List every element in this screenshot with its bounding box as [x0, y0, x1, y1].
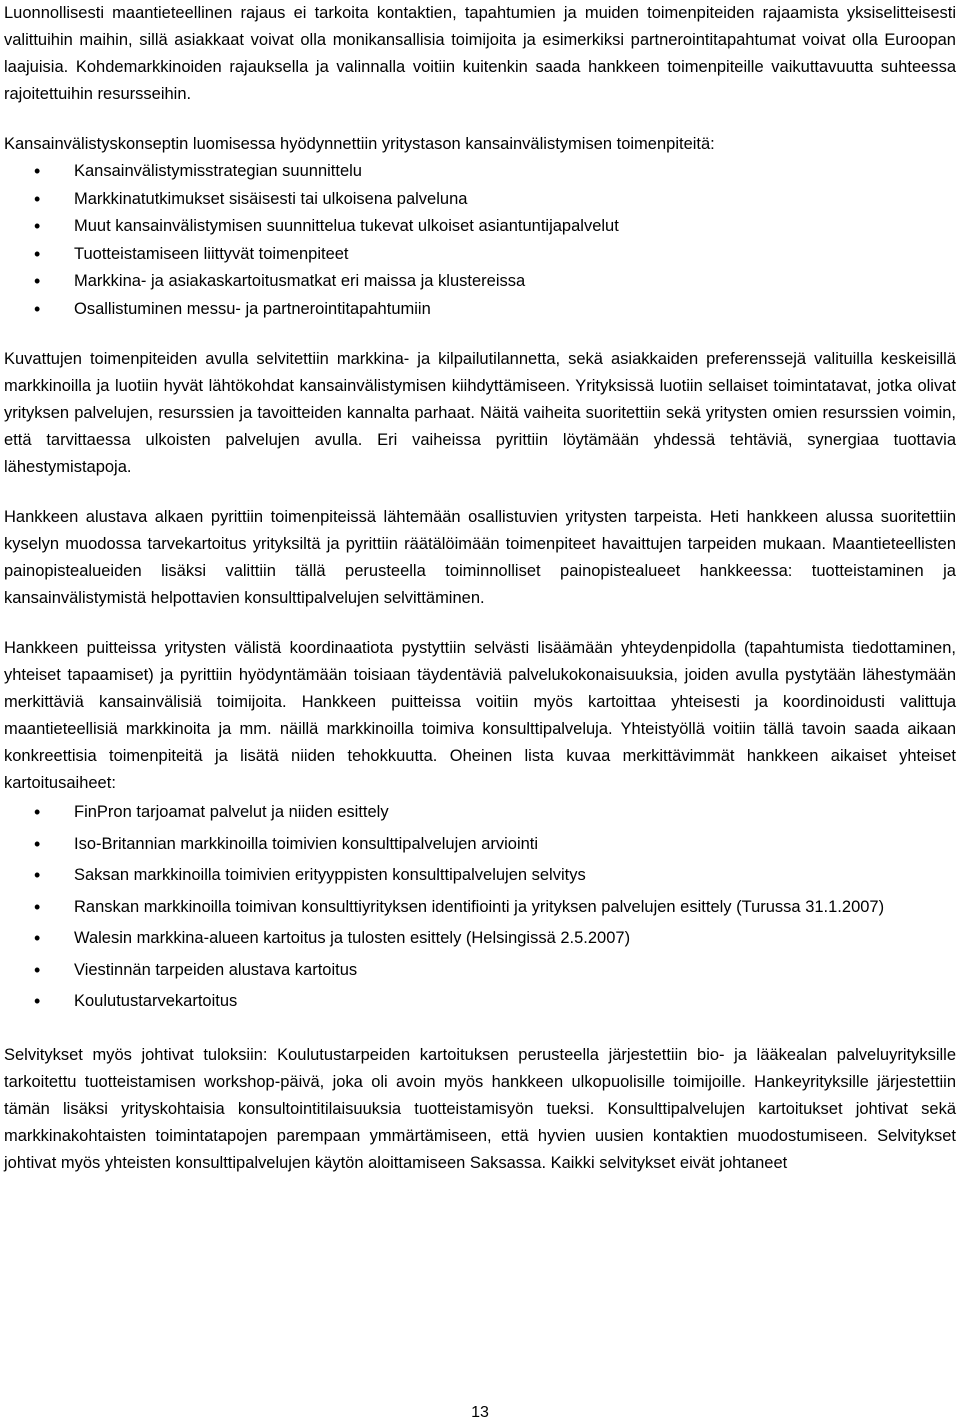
bullet-icon: • — [34, 271, 41, 291]
paragraph-survey-results: Selvitykset myös johtivat tuloksiin: Koulutustarpeiden kartoituksen perusteella järjestettiin bio- ja lääkealan palveluyrityksille tarkoitettu tuotteistamisen workshop-päivä, joka oli avoin myös hankkeen ulkopuolisille toimijoille. Hankeyrityksille järjestettiin tämän lisäksi yrityskohtaisia konsultointitilaisuuksia tuotteistamisyön tueksi. Konsulttipalvelujen kartoitukset johtivat sekä markkinakohtaisten toimintatapojen parempaan ymmärtämiseen, että hyvien uusien kontaktien muodostumiseen. Selvitykset johtivat myös yhteisten konsulttipalvelujen käytön aloittamiseen Saksassa. Kaikki selvitykset eivät johtaneet — [4, 1045, 956, 1172]
paragraph-concept-intro: Kansainvälistyskonseptin luomisessa hyödynnettiin yritystason kansainvälistymisen toimenpiteitä: — [4, 135, 715, 153]
bullet-icon: • — [34, 928, 41, 948]
list-item: • Viestinnän tarpeiden alustava kartoitus — [4, 955, 956, 987]
list-item: • Markkina- ja asiakaskartoitusmatkat eri maissa ja klustereissa — [4, 268, 956, 296]
bullet-icon: • — [34, 188, 41, 209]
bullet-icon: • — [34, 216, 41, 236]
bullet-icon: • — [34, 991, 41, 1011]
list-item: • Walesin markkina-alueen kartoitus ja tulosten esittely (Helsingissä 2.5.2007) — [4, 923, 956, 955]
document-page — [4, 0, 956, 1177]
bullet-icon: • — [34, 865, 41, 885]
bullet-icon: • — [34, 243, 41, 264]
list-item: • Osallistuminen messu- ja partnerointitapahtumiin — [4, 296, 956, 324]
paragraph-geographic-scope: Luonnollisesti maantieteellinen rajaus ei tarkoita kontaktien, tapahtumien ja muiden toimenpiteiden rajaamista yksiselitteisesti valittuihin maihin, sillä asiakkaat voivat olla monikansallisia toimijoita ja esimerkiksi partnerointitapahtumat voivat olla Euroopan laajuisia. Kohdemarkkinoiden rajauksella ja valinnalla voitiin kuitenkin saada hankkeen toimenpiteille vaikuttavuutta suhteessa rajoitettuihin resursseihin. — [4, 4, 956, 103]
bullet-icon: • — [34, 298, 41, 319]
bullet-icon: • — [34, 802, 41, 822]
list-item: • FinPron tarjoamat palvelut ja niiden esittely — [4, 797, 956, 829]
list-item: • Tuotteistamiseen liittyvät toimenpiteet — [4, 241, 956, 269]
paragraph-market-analysis: Kuvattujen toimenpiteiden avulla selvitettiin markkina- ja kilpailutilannetta, sekä asiakkaiden preferenssejä valituilla keskeisillä markkinoilla ja luotiin hyvät lähtökohdat kansainvälistymisen kiihdyttämiseen. Yrityksissä luotiin sellaiset toimintatavat, jotka olivat yrityksen palvelujen, resurssien ja tavoitteiden kannalta parhaat. Näitä vaiheita suoritettiin sekä yritysten omien resurssien voimin, että tarvittaessa ulkoisten palvelujen avulla. Eri vaiheissa pyrittiin löytämään yhdessä tehtäviä, synergiaa tuottavia lähestymistapoja. — [4, 350, 956, 476]
bullet-icon: • — [34, 896, 41, 917]
list-item: • Kansainvälistymisstrategian suunnittelu — [4, 158, 956, 186]
bullet-icon: • — [34, 833, 41, 854]
internationalization-measures-list — [4, 158, 956, 323]
list-item: • Iso-Britannian markkinoilla toimivien konsulttipalvelujen arviointi — [4, 829, 956, 861]
paragraph-coordination: Hankkeen puitteissa yritysten välistä koordinaatiota pystyttiin selvästi lisäämään yhteydenpidolla (tapahtumista tiedottaminen, yhteiset tapaamiset) ja pyrittiin hyödyntämään toisiaan täydentäviä palvelukokonaisuuksia, joiden avulla pystytään lähestymään merkittäviä kansainvälisiä toimijoita. Hankkeen puitteissa voitiin myös kartoittaa yhteisesti ja koordinoidusti valittuja maantieteellisiä markkinoita ja mm. näillä markkinoilla toimiva konsulttipalveluja. Yhteistyöllä voitiin tällä tavoin saada aikaan konkreettisia toimenpiteitä ja lisätä niiden tehokkuutta. Oheinen lista kuvaa merkittävimmät hankkeen aikaiset yhteiset kartoitusaiheet: — [4, 639, 956, 792]
list-item: • Saksan markkinoilla toimivien erityyppisten konsulttipalvelujen selvitys — [4, 860, 956, 892]
joint-survey-topics-list — [4, 797, 956, 1018]
list-item: • Ranskan markkinoilla toimivan konsulttiyrityksen identifiointi ja yrityksen palvelujen esittely (Turussa 31.1.2007) — [4, 892, 956, 924]
list-item: • Markkinatutkimukset sisäisesti tai ulkoisena palveluna — [4, 186, 956, 214]
list-item: • Koulutustarvekartoitus — [4, 986, 956, 1018]
page-number: 13 — [471, 1404, 489, 1421]
list-item: • Muut kansainvälistymisen suunnittelua tukevat ulkoiset asiantuntijapalvelut — [4, 213, 956, 241]
bullet-icon: • — [34, 161, 41, 181]
bullet-icon: • — [34, 959, 41, 980]
paragraph-needs-assessment: Hankkeen alustava alkaen pyrittiin toimenpiteissä lähtemään osallistuvien yritysten tarpeista. Heti hankkeen alussa suoritettiin kyselyn muodossa tarvekartoitus yrityksiltä ja pyrittiin räätälöimään toimenpiteet havaittujen tarpeiden mukaan. Maantieteellisten painopistealueiden lisäksi valittiin tällä perusteella toiminnolliset painopistealueet hankkeessa: tuotteistaminen ja kansainvälistymistä helpottavien konsulttipalvelujen selvittäminen. — [4, 508, 956, 607]
